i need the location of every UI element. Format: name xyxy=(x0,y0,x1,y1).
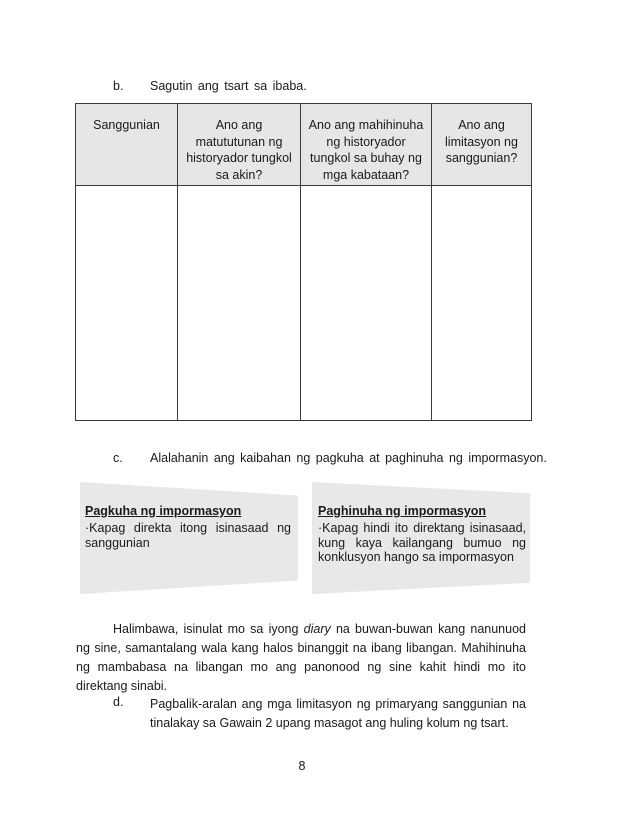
section-d-text: Pagbalik-aralan ang mga limitasyon ng primaryang sanggunian na tinalakay sa Gawain 2 upang masagot ang huling kolum ng tsart. xyxy=(150,697,526,730)
section-b xyxy=(113,79,123,93)
paghinuha-title: Paghinuha ng impormasyon xyxy=(318,504,487,518)
table-header-row xyxy=(76,104,532,186)
example-text-after: na buwan-buwan kang nanunuod ng sine, samantalang wala kang halos binanggit na ibang libangan. Mahihinuha ng mambabasa na libangan mo ang panonood ng sine kahit hindi mo ito direktang sinabi. xyxy=(76,622,526,693)
example-text-before: Halimbawa, isinulat mo sa iyong xyxy=(113,622,304,636)
header-matututunan: Ano ang matututunan ng historyador tungkol sa akin? xyxy=(178,104,301,186)
section-d-marker: d. xyxy=(113,695,124,709)
pagkuha-title: Pagkuha ng impormasyon xyxy=(85,504,242,518)
header-mahihinuha: Ano ang mahihinuha ng historyador tungkol sa buhay ng mga kabataan? xyxy=(301,104,432,186)
pagkuha-text: ·Kapag direkta itong isinasaad ng sanggunian xyxy=(85,521,291,550)
page-number: 8 xyxy=(298,759,306,773)
header-sanggunian: Sanggunian xyxy=(76,104,178,186)
section-c-text: Alalahanin ang kaibahan ng pagkuha at paghinuha ng impormasyon. xyxy=(150,451,547,465)
example-italic-diary: diary xyxy=(303,622,331,636)
paghinuha-text: ·Kapag hindi ito direktang isinasaad, kung kaya kailangang bumuo ng konklusyon hango sa impormasyon xyxy=(318,521,526,564)
table-row xyxy=(76,186,532,421)
answer-cell-mahihinuha[interactable] xyxy=(301,186,432,421)
section-c-marker: c. xyxy=(113,451,123,465)
answer-cell-matututunan[interactable] xyxy=(178,186,301,421)
answer-cell-limitasyon[interactable] xyxy=(432,186,532,421)
chart-table xyxy=(75,103,532,421)
section-b-marker: b. xyxy=(113,79,124,93)
example-paragraph xyxy=(76,620,526,696)
section-b-text: Sagutin ang tsart sa ibaba. xyxy=(150,79,307,93)
answer-cell-sanggunian[interactable] xyxy=(76,186,178,421)
header-limitasyon: Ano ang limitasyon ng sanggunian? xyxy=(432,104,532,186)
